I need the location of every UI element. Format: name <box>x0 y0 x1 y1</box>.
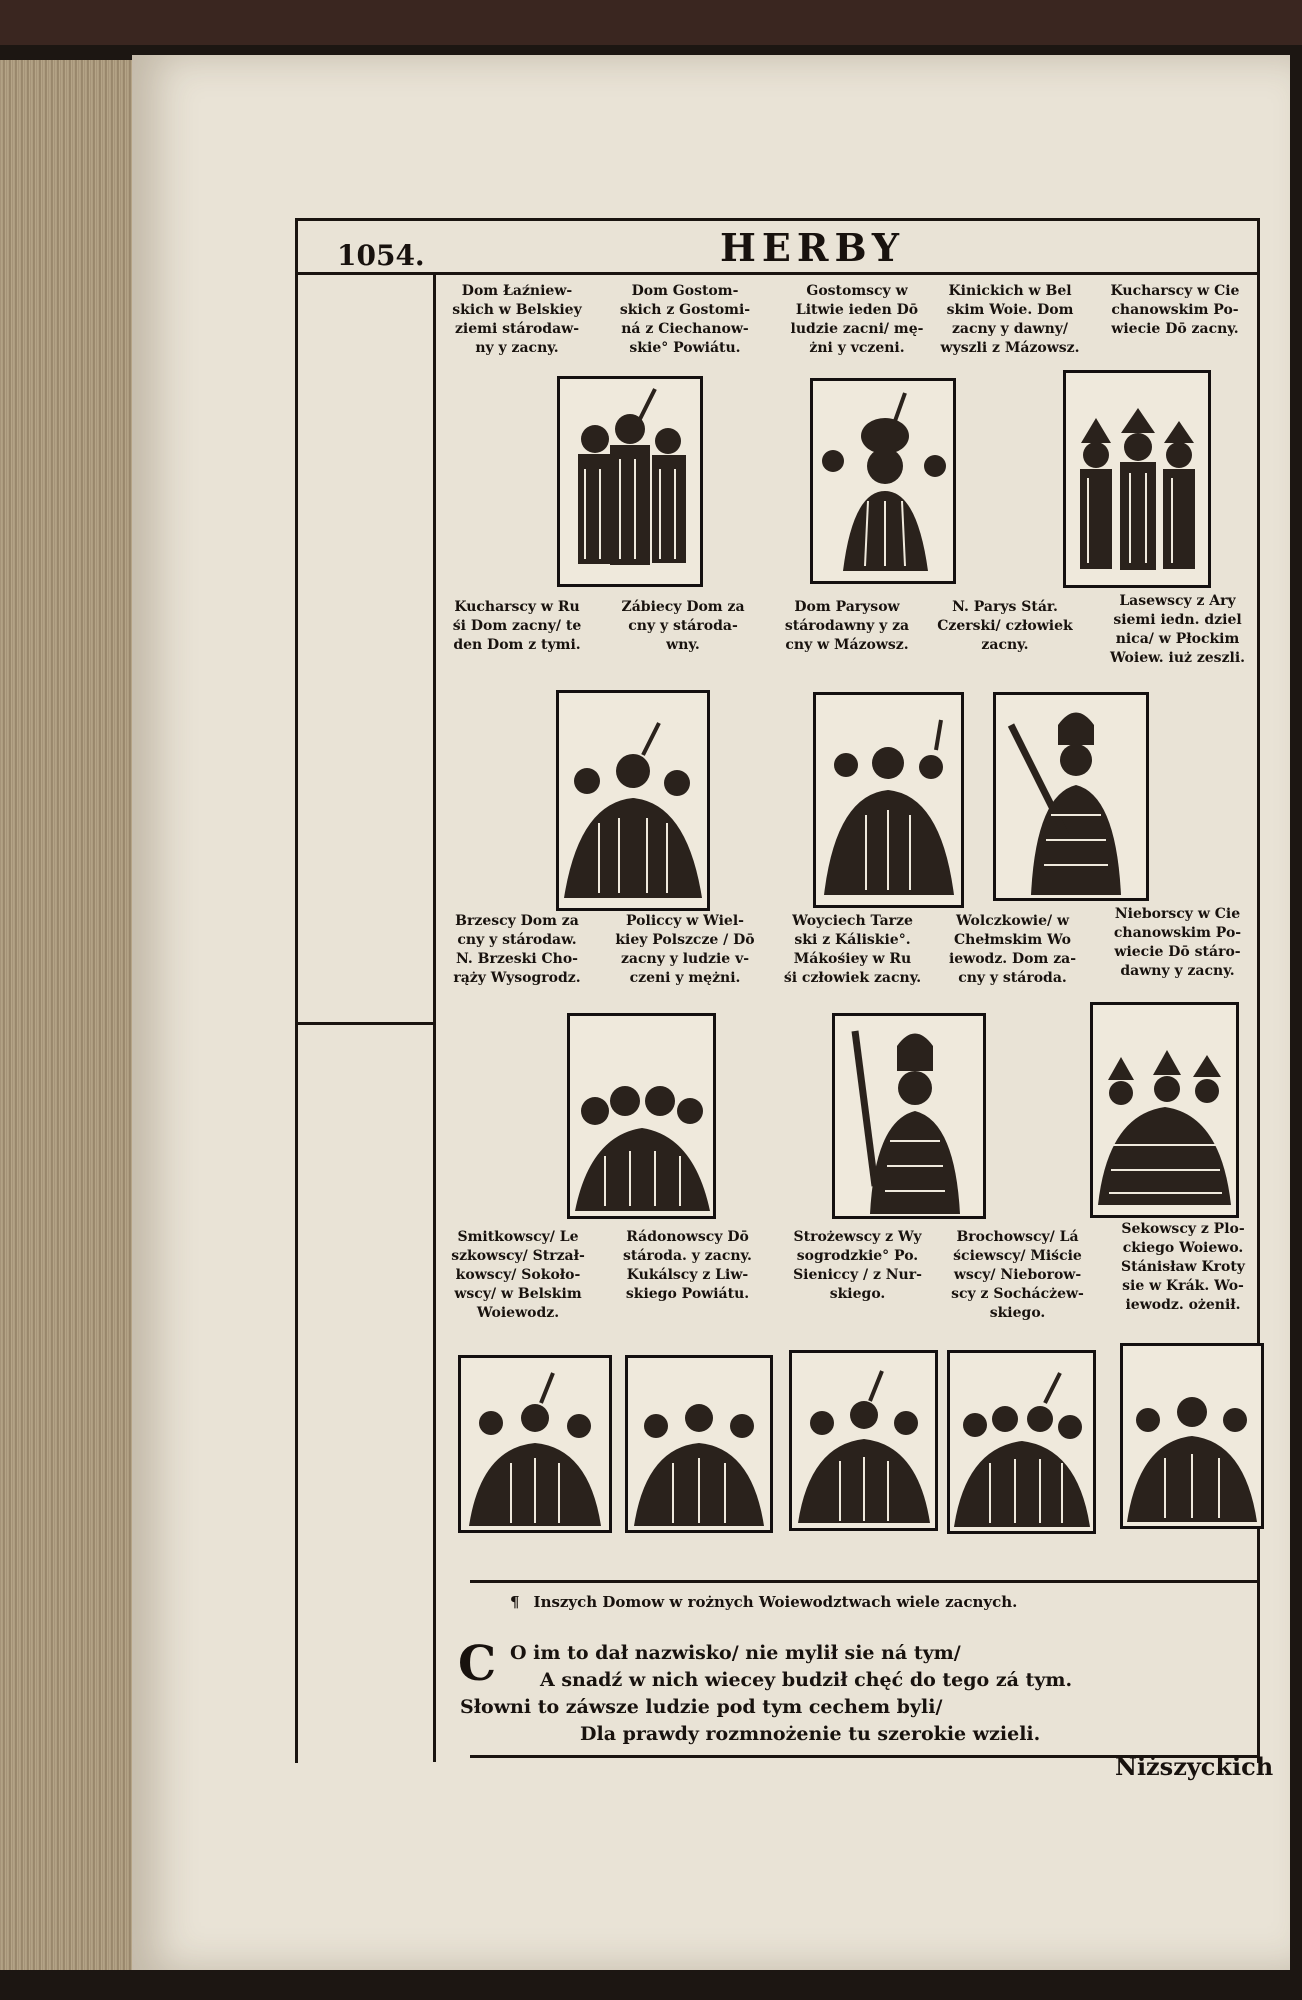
woodcut-three-figures <box>625 1355 773 1533</box>
verse-line: Słowni to záwsze ludzie pod tym cechem byli/ <box>460 1696 943 1718</box>
running-title: HERBY <box>720 225 906 270</box>
woodcut-crowd-with-plumes <box>947 1350 1096 1534</box>
woodcut-nobles-with-plumes <box>458 1355 612 1533</box>
woodcut-bearded-nobleman <box>810 378 956 584</box>
woodcut-three-nobles <box>1063 370 1211 588</box>
caption: Zábiecy Dom za cny y stároda- wny. <box>621 599 745 653</box>
caption: Brzescy Dom za cny y stárodaw. N. Brzeski Cho- rąży Wysogrodz. <box>453 913 581 986</box>
caption: Kucharscy w Ru śi Dom zacny/ te den Dom z tymi. <box>452 599 582 653</box>
verse-line: A snadź w nich wiecey budził chęć do tego zá tym. <box>540 1669 1073 1691</box>
caption: Smitkowscy/ Le szkowscy/ Strzał- kowscy/ Sokoło- wscy/ w Belskim Woiewodz. <box>451 1229 585 1321</box>
woodcut-knight-in-helmet <box>832 1013 986 1219</box>
right-rule <box>1257 218 1260 1763</box>
note-rule <box>470 1580 1260 1583</box>
left-outer-rule <box>295 218 298 1763</box>
page-block-edge <box>0 60 150 1970</box>
caption: Nieborscy w Cie chanowskim Po- wiecie Dō stáro- dawny y zacny. <box>1113 906 1242 979</box>
book-spine-top <box>0 0 1302 45</box>
caption: Policcy w Wiel- kiey Polszcze / Dō zacny y ludzie v- czeni y mężni. <box>615 913 755 986</box>
caption: Kucharscy w Cie chanowskim Po- wiecie Dō zacny. <box>1110 283 1240 337</box>
note-text: Inszych Domow w rożnych Woiewodztwach wiele zacnych. <box>533 1593 1018 1611</box>
caption: Rádonowscy Dō stároda. y zacny. Kukálscy z Liw- skiego Powiátu. <box>623 1229 752 1302</box>
caption: Gostomscy w Litwie ieden Dō ludzie zacni/ mę- żni y vczeni. <box>790 283 924 356</box>
caption: Woyciech Tarze ski z Káliskie°. Mákośiey w Ru śi człowiek zacny. <box>783 913 922 986</box>
woodcut-crowd-of-nobles <box>556 690 710 911</box>
left-inner-rule <box>433 272 436 1762</box>
verse-line: Dla prawdy rozmnożenie tu szerokie wzieli. <box>580 1723 1041 1745</box>
woodcut-crowd-in-furs <box>567 1013 716 1219</box>
woodcut-nobles-with-caps <box>813 692 964 908</box>
caption: N. Parys Stár. Czerski/ człowiek zacny. <box>937 599 1073 653</box>
drop-capital: C <box>458 1636 497 1692</box>
woodcut-armored-knight-with-sword <box>993 692 1149 901</box>
caption: Dom Łaźniew- skich w Belskiey ziemi stárodaw- ny y zacny. <box>452 283 582 356</box>
top-rule <box>295 218 1260 221</box>
woodcut-group-of-nobles <box>557 376 703 587</box>
woodcut-bearded-crowd <box>1120 1343 1264 1529</box>
caption: Dom Gostom- skich z Gostomi- ná z Ciechanow- skie° Powiátu. <box>619 283 751 356</box>
caption: Dom Parysow stárodawny y za cny w Mázowsz. <box>784 599 910 653</box>
caption: Wolczkowie/ w Chełmskim Wo iewodz. Dom za- cny y stároda. <box>948 913 1077 986</box>
left-side-rule <box>295 1022 435 1025</box>
caption: Strożewscy z Wy sogrodzkie° Po. Sieniccy / z Nur- skiego. <box>793 1229 922 1302</box>
verse-block <box>450 1640 1150 1748</box>
verse-line: O im to dał nazwisko/ nie mylił sie ná tym/ <box>510 1642 961 1664</box>
caption: Lasewscy z Ary siemi iedn. dziel nica/ w Płockim Woiew. iuż zeszli. <box>1109 593 1246 666</box>
woodcut-plumed-nobles <box>789 1350 938 1531</box>
caption: Sekowscy z Plo- ckiego Woiewo. Stánisław Kroty sie w Krák. Wo- iewodz. ożenił. <box>1121 1221 1245 1313</box>
note-line <box>510 1593 1017 1611</box>
woodcut-armored-soldiers <box>1090 1002 1239 1218</box>
header-rule <box>295 272 1260 275</box>
page-number: 1054. <box>337 239 425 272</box>
caption: Brochowscy/ Lá ściewscy/ Miście wscy/ Nieborow- scy z Sochácżew- skiego. <box>951 1229 1084 1321</box>
pilcrow-mark: ¶ <box>510 1593 520 1611</box>
caption: Kinickich w Bel skim Woie. Dom zacny y dawny/ wyszli z Mázowsz. <box>940 283 1080 356</box>
catchword: Niższyckich <box>1115 1752 1274 1781</box>
